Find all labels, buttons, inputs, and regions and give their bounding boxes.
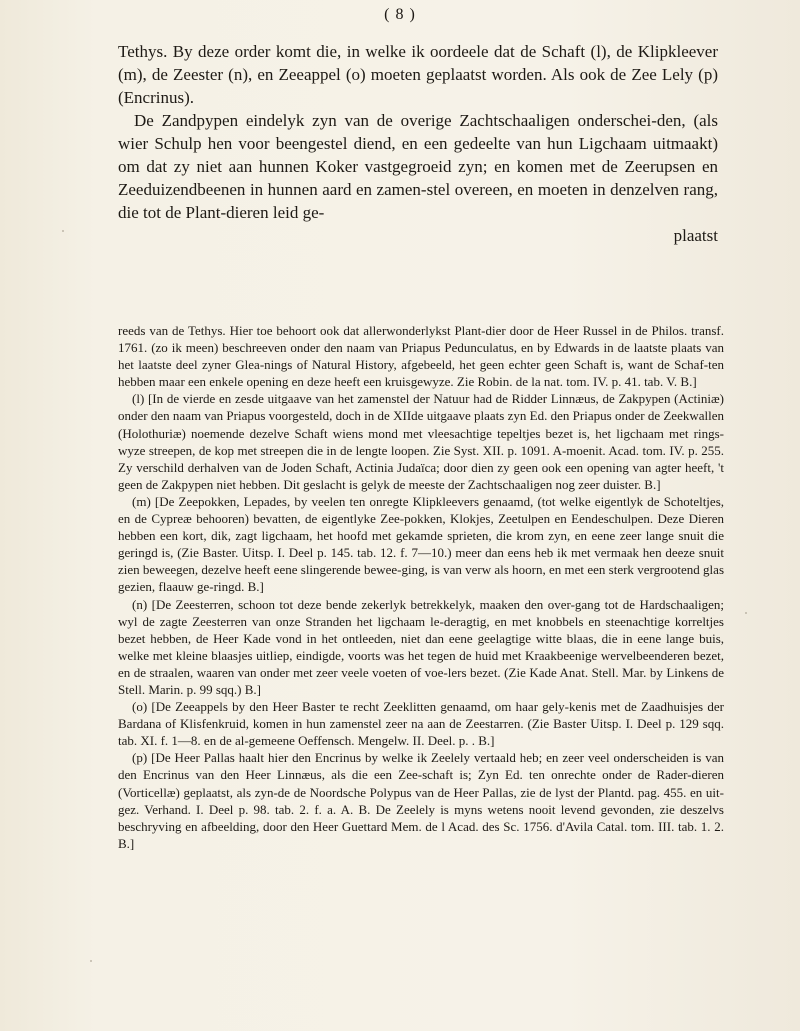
- paper-speck: [745, 612, 747, 614]
- footnotes-block: [118, 322, 724, 852]
- footnote-o: (o) [De Zeeappels by den Heer Baster te recht Zeeklitten genaamd, om haar gely-kenis met de Zaadhuisjes der Bardana of Klisfenkruid, komen in hun zamenstel zeer na aan de Zeestarren. (Zie Baster Uitsp. I. Deel p. 129 sqq. tab. XI. f. 1—8. en de al-gemeene Oeffensch. Mengelw. II. Deel. p. . B.]: [118, 699, 724, 749]
- main-paragraph-1: Tethys. By deze order komt die, in welke ik oordeele dat de Schaft (l), de Klipkleever (m), de Zeester (n), en Zeeappel (o) moeten geplaatst worden. Als ook de Zee Lely (p) (Encrinus).: [118, 42, 718, 107]
- main-paragraph-2: De Zandpypen eindelyk zyn van de overige Zachtschaaligen onderschei-den, (als wier Schulp hen voor beengestel diend, en een gedeelte van hun Ligchaam uitmaakt) om dat zy niet aan hunnen Koker vastgegroeid zyn; en komen met de Zeerupsen en Zeeduizendbeenen in hunnen aard en zamen-stel overeen, en moeten in denzelven rang, die tot de Plant-dieren leid ge-: [118, 111, 718, 222]
- main-text-block: [118, 40, 718, 247]
- footnote-p: (p) [De Heer Pallas haalt hier den Encrinus by welke ik Zeelely vertaald heb; en zeer veel onderscheiden is van den Encrinus van den Heer Linnæus, als die een Zee-schaft is; Zyn Ed. ten onrechte onder de Rader-dieren (Vorticellæ) geplaatst, als zyn-de de Noordsche Polypus van de Heer Pallas, zie de lyst der Plantd. pag. 455. en uit-gez. Verhand. I. Deel p. 98. tab. 2. f. a. A. B. De Zeelely is myns wetens nooit levend gevonden, zie deszelvs beschryving en afbeelding, door den Heer Guettard Mem. de l Acad. des Sc. 1756. d'Avila Catal. tom. III. tab. 1. 2. B.]: [118, 750, 724, 851]
- footnote-m: (m) [De Zeepokken, Lepades, by veelen ten onregte Klipkleevers genaamd, (tot welke eigentlyk de Schoteltjes, en de Cypreæ behooren) bevatten, de eigentlyke Zee-pokken, Klokjes, Zeetulpen en Eendeschulpen. Deze Dieren hebben een kort, dik, zagt ligchaam, het hoofd met gekamde sprieten, die krom zyn, en eene zeer lange snuit die geringd is, (Zie Baster. Uitsp. I. Deel p. 145. tab. 12. f. 7—10.) meer dan eens heb ik met vermaak hen deeze snuit zien beweegen, dezelve heeft eene slingerende bewee-ging, is van verw als hoorn, en met een sterk vergrootend glas gezien, flaauw ge-ringd. B.]: [118, 493, 724, 595]
- catchword: plaatst: [673, 226, 718, 245]
- page-number: ( 8 ): [384, 6, 416, 23]
- footnote-continuation: reeds van de Tethys. Hier toe behoort ook dat allerwonderlykst Plant-dier door de Heer Russel in de Philos. transf. 1761. (zo ik meen) beschreeven onder den naam van Priapus Pedunculatus, en by Edwards in de laatste plaats van het laatste deel zyner Glea-nings of Natural History, afgebeeld, het geen echter geen Schaft is, want de Schaf-ten hebben maar een enkele opening en deze heeft een kruisgewyze. Zie Robin. de la nat. tom. IV. p. 41. tab. V. B.]: [118, 323, 724, 390]
- paper-speck: [90, 960, 92, 962]
- footnote-l: (l) [In de vierde en zesde uitgaave van het zamenstel der Natuur had de Ridder Linnæus, de Zakpypen (Actiniæ) onder den naam van Priapus voorgesteld, doch in de XIIde uitgaave plaats zyn Ed. den Priapus onder de Zeekwallen (Holothuriæ) noemende dezelve Schaft wiens mond met vleesachtige tepeltjes bezet is, het ligchaam met rings-wyze streepen, de kop met streepen die in de lengte loopen. Zie Syst. XII. p. 1091. A-moenit. Acad. tom. IV. p. 255. Zy verschild derhalven van de Joden Schaft, Actinia Judaïca; door dien zy geen ook een opening van agter heeft, 't geen de Zakpypen niet hebben. Dit geslacht is gelyk de meeste der Zachtschaaligen nog zeer duister. B.]: [118, 391, 724, 492]
- paper-speck: [62, 230, 64, 232]
- footnote-n: (n) [De Zeesterren, schoon tot deze bende zekerlyk betrekkelyk, maaken den over-gang tot de Hardschaaligen; wyl de zagte Zeesterren van onze Stranden het ligchaam le-deragtig, en met knobbels en steenachtige korreltjes bezet hebben, de Heer Kade vond in het ontleeden, niet dan eene geelagtige witte blaas, die in eene lange buis, welke met kleine blaasjes uitliep, eindigde, voorts was het tegen de huid met Kraakbeenige wervelbeenderen bezet, en de straalen, waaren van onder met zeer veele voeten of voe-lers bezet. (Zie Kade Anat. Stell. Mar. by Linkens de Stell. Marin. p. 99 sqq.) B.]: [118, 596, 724, 697]
